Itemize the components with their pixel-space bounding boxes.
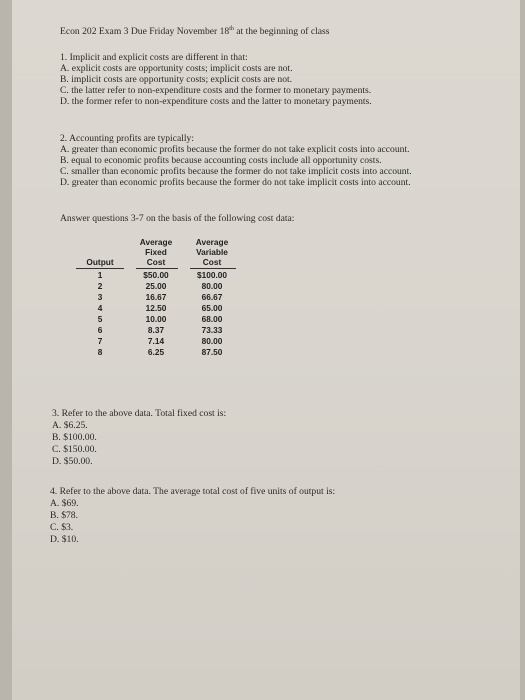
table-cell: 12.50: [145, 303, 167, 313]
question-2-stem: 2. Accounting profits are typically:: [60, 133, 195, 144]
header-rule-avc: [190, 268, 236, 269]
question-3-option-c: C. $150.00.: [52, 444, 97, 455]
question-2-option-c: C. smaller than economic profits because the former do not take implicit costs into account.: [60, 166, 412, 177]
question-4-option-c: C. $3.: [50, 522, 74, 533]
question-3-option-d: D. $50.00.: [52, 456, 93, 467]
question-3-option-b: B. $100.00.: [52, 432, 97, 443]
table-cell: 6: [97, 325, 103, 335]
question-4-option-a: A. $69.: [50, 498, 79, 509]
table-cell: 7.14: [147, 336, 165, 346]
question-3-stem: 3. Refer to the above data. Total fixed cost is:: [52, 408, 227, 419]
table-cell: 7: [97, 336, 103, 346]
title-text-end: at the beginning of class: [233, 26, 330, 37]
table-header-afc-3: Cost: [146, 257, 166, 267]
table-cell: $100.00: [197, 270, 227, 280]
table-cell: 16.67: [145, 292, 167, 302]
question-2-option-a: A. greater than economic profits because the former do not take explicit costs into account.: [60, 144, 410, 155]
table-cell: 8.37: [147, 325, 165, 335]
header-rule-output: [76, 268, 124, 269]
question-1-option-c: C. the latter refer to non-expenditure costs and the former to monetary payments.: [60, 85, 372, 96]
table-header-avc-2: Variable: [196, 247, 228, 257]
table-cell: 65.00: [201, 303, 223, 313]
question-4-option-d: D. $10.: [50, 534, 79, 545]
question-4-stem: 4. Refer to the above data. The average total cost of five units of output is:: [50, 486, 336, 497]
question-1-option-a: A. explicit costs are opportunity costs; implicit costs are not.: [60, 63, 293, 74]
title-text: Econ 202 Exam 3 Due Friday November 18: [60, 26, 230, 37]
table-cell: 4: [97, 303, 103, 313]
question-1-option-d: D. the former refer to non-expenditure costs and the latter to monetary payments.: [60, 96, 372, 107]
table-cell: 1: [97, 270, 103, 280]
title-superscript: th: [229, 25, 234, 32]
exam-paper: [12, 0, 520, 700]
table-header-afc-2: Fixed: [145, 247, 167, 257]
table-cell: 80.00: [201, 281, 223, 291]
table-header-avc-1: Average: [195, 237, 229, 247]
question-2-option-d: D. greater than economic profits because the former do not take implicit costs into account.: [60, 177, 411, 188]
question-4-option-b: B. $78.: [50, 510, 78, 521]
table-cell: 87.50: [201, 347, 223, 357]
table-cell: 68.00: [201, 314, 223, 324]
question-1-option-b: B. implicit costs are opportunity costs; explicit costs are not.: [60, 74, 293, 85]
table-cell: 8: [97, 347, 103, 357]
table-cell: 2: [97, 281, 103, 291]
header-rule-afc: [136, 268, 178, 269]
question-1-stem: 1. Implicit and explicit costs are different in that:: [60, 52, 248, 63]
table-intro: Answer questions 3-7 on the basis of the following cost data:: [60, 213, 295, 224]
table-header-output: Output: [86, 257, 114, 267]
table-cell: 3: [97, 292, 103, 302]
table-cell: 6.25: [147, 347, 165, 357]
question-2-option-b: B. equal to economic profits because accounting costs include all opportunity costs.: [60, 155, 382, 166]
table-cell: 80.00: [201, 336, 223, 346]
table-cell: 25.00: [145, 281, 167, 291]
table-header-afc-1: Average: [139, 237, 173, 247]
table-cell: 5: [97, 314, 103, 324]
table-cell: $50.00: [143, 270, 169, 280]
question-3-option-a: A. $6.25.: [52, 420, 88, 431]
cost-data-table: [74, 237, 244, 387]
table-cell: 66.67: [201, 292, 223, 302]
table-cell: 73.33: [201, 325, 223, 335]
table-cell: 10.00: [145, 314, 167, 324]
table-header-avc-3: Cost: [202, 257, 222, 267]
exam-title: [60, 26, 330, 37]
